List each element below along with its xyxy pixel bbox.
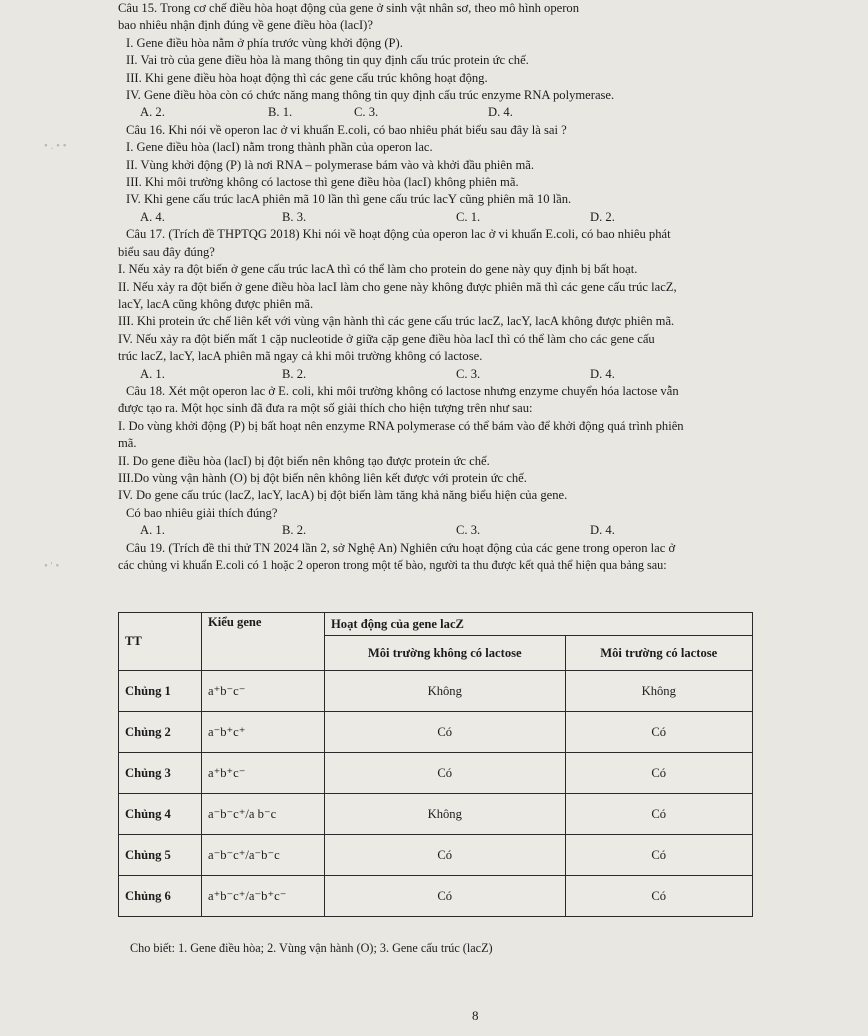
table-note: Cho biết: 1. Gene điều hòa; 2. Vùng vận hành (O); 3. Gene cấu trúc (lacZ)	[130, 941, 493, 955]
q16-line: III. Khi môi trường không có lactose thì gene điều hòa (lacI) không phiên mã.	[126, 175, 519, 190]
strain-name: Chủng 6	[119, 876, 202, 917]
q17-line: IV. Nếu xảy ra đột biến mất 1 cặp nucleotide ở giữa cặp gene điều hòa lacI thì có thể làm cho các gene cấu	[118, 331, 655, 346]
q18-line: mã.	[118, 436, 137, 451]
table-row	[119, 671, 753, 712]
q19-line: các chủng vi khuẩn E.coli có 1 hoặc 2 operon trong một tế bào, người ta thu được kết quả thể hiện qua bảng sau:	[118, 558, 667, 572]
option-d: D. 4.	[488, 105, 513, 120]
header-lactose: Môi trường có lactose	[565, 636, 753, 671]
strain-genotype: a⁺b⁻c⁻	[202, 671, 325, 712]
question-17	[118, 226, 856, 383]
q19-line: Câu 19. (Trích đề thi thử TN 2024 lần 2, sở Nghệ An) Nghiên cứu hoạt động của các gene trong operon lac ở	[126, 540, 676, 555]
strain-genotype: a⁻b⁺c⁺	[202, 712, 325, 753]
option-a: A. 2.	[140, 105, 165, 120]
q15-options	[118, 104, 856, 121]
option-c: C. 3.	[456, 366, 481, 381]
option-b: B. 3.	[282, 209, 307, 224]
q15-line: IV. Gene điều hòa còn có chức năng mang thông tin quy định cấu trúc enzyme RNA polymerase.	[126, 88, 615, 103]
q15-line: III. Khi gene điều hòa hoạt động thì các gene cấu trúc không hoạt động.	[126, 70, 488, 85]
q17-line: lacY, lacA cũng không được phiên mã.	[118, 296, 314, 311]
table-row	[119, 876, 753, 917]
q16-line: IV. Khi gene cấu trúc lacA phiên mã 10 lần thì gene cấu trúc lacY cũng phiên mã 10 lần.	[126, 192, 572, 207]
results-table	[118, 612, 753, 917]
q18-line: I. Do vùng khởi động (P) bị bất hoạt nên enzyme RNA polymerase có thể bám vào để khởi động quá trình phiên	[118, 418, 684, 433]
option-b: B. 2.	[282, 523, 307, 538]
no-lactose-value: Không	[325, 671, 566, 712]
q16-line: I. Gene điều hòa (lacI) nằm trong thành phần của operon lac.	[126, 140, 433, 155]
q15-line: I. Gene điều hòa nằm ở phía trước vùng khởi động (P).	[126, 35, 403, 50]
header-no-lactose: Môi trường không có lactose	[325, 636, 566, 671]
header-genotype: Kiểu gene	[202, 613, 325, 671]
strain-genotype: a⁺b⁻c⁺/a⁻b⁺c⁻	[202, 876, 325, 917]
q18-line: III.Do vùng vận hành (O) bị đột biến nên không liên kết được với protein ức chế.	[118, 470, 527, 485]
option-c: C. 3.	[456, 523, 481, 538]
lactose-value: Có	[565, 753, 753, 794]
question-18	[118, 383, 856, 540]
option-c: C. 3.	[354, 105, 379, 120]
q16-line: II. Vùng khởi động (P) là nơi RNA – polymerase bám vào và khởi đầu phiên mã.	[126, 157, 534, 172]
q15-line: Câu 15. Trong cơ chế điều hòa hoạt động của gene ở sinh vật nhân sơ, theo mô hình operon	[118, 1, 580, 15]
header-tt: TT	[119, 613, 202, 671]
q17-options	[118, 366, 856, 383]
question-19	[118, 540, 856, 575]
no-lactose-value: Có	[325, 753, 566, 794]
strain-name: Chủng 5	[119, 835, 202, 876]
option-b: B. 2.	[282, 366, 307, 381]
strain-name: Chủng 4	[119, 794, 202, 835]
q18-line: được tạo ra. Một học sinh đã đưa ra một số giải thích cho hiện tượng trên như sau:	[118, 401, 533, 416]
q18-line: Câu 18. Xét một operon lac ở E. coli, khi môi trường không có lactose nhưng enzyme chuyển hóa lactose vẫn	[126, 383, 679, 398]
q16-options	[118, 209, 856, 226]
option-d: D. 2.	[590, 209, 615, 224]
strain-name: Chủng 1	[119, 671, 202, 712]
q15-line: bao nhiêu nhận định đúng về gene điều hòa (lacI)?	[118, 18, 373, 33]
q18-line: II. Do gene điều hòa (lacI) bị đột biến nên không tạo được protein ức chế.	[118, 453, 490, 468]
lactose-value: Có	[565, 835, 753, 876]
lactose-value: Có	[565, 876, 753, 917]
table-row	[119, 753, 753, 794]
q18-line: IV. Do gene cấu trúc (lacZ, lacY, lacA) bị đột biến làm tăng khả năng biểu hiện của gene.	[118, 488, 568, 503]
q18-line: Có bao nhiêu giải thích đúng?	[126, 505, 278, 520]
lactose-value: Không	[565, 671, 753, 712]
question-15	[118, 0, 856, 122]
question-text	[118, 0, 856, 574]
lactose-value: Có	[565, 794, 753, 835]
q15-line: II. Vai trò của gene điều hòa là mang thông tin quy định cấu trúc protein ức chế.	[126, 53, 529, 68]
q17-line: biểu sau đây đúng?	[118, 244, 215, 259]
q17-line: III. Khi protein ức chế liên kết với vùng vận hành thì các gene cấu trúc lacZ, lacY, lacA không được phiên mã.	[118, 314, 675, 329]
table-row	[119, 794, 753, 835]
option-a: A. 4.	[140, 209, 165, 224]
strain-name: Chủng 2	[119, 712, 202, 753]
lactose-value: Có	[565, 712, 753, 753]
page-number: 8	[472, 1008, 479, 1023]
strain-name: Chủng 3	[119, 753, 202, 794]
strain-genotype: a⁻b⁻c⁺/a⁻b⁻c	[202, 835, 325, 876]
q17-line: I. Nếu xảy ra đột biến ở gene cấu trúc lacA thì có thể làm cho protein do gene này quy định bị bất hoạt.	[118, 262, 638, 277]
no-lactose-value: Không	[325, 794, 566, 835]
table-row	[119, 712, 753, 753]
q18-options	[118, 522, 856, 539]
header-activity: Hoạt động của gene lacZ	[325, 613, 753, 636]
no-lactose-value: Có	[325, 876, 566, 917]
q17-line: Câu 17. (Trích đề THPTQG 2018) Khi nói về hoạt động của operon lac ở vi khuẩn E.coli, có bao nhiêu phát	[126, 227, 671, 242]
q17-line: II. Nếu xảy ra đột biến ở gene điều hòa lacI làm cho gene này không được phiên mã thì các gene cấu trúc lacZ,	[118, 279, 677, 294]
strain-genotype: a⁻b⁻c⁺/a b⁻c	[202, 794, 325, 835]
option-a: A. 1.	[140, 523, 165, 538]
scan-speck: • ' •	[44, 560, 60, 572]
option-d: D. 4.	[590, 523, 615, 538]
scan-speck: • . • •	[44, 140, 67, 152]
no-lactose-value: Có	[325, 835, 566, 876]
q17-line: trúc lacZ, lacY, lacA phiên mã ngay cả khi môi trường không có lactose.	[118, 349, 483, 364]
option-b: B. 1.	[268, 105, 293, 120]
option-a: A. 1.	[140, 366, 165, 381]
q16-line: Câu 16. Khi nói về operon lac ở vi khuẩn E.coli, có bao nhiêu phát biểu sau đây là sai ?	[126, 122, 567, 137]
option-c: C. 1.	[456, 209, 481, 224]
option-d: D. 4.	[590, 366, 615, 381]
table-row	[119, 835, 753, 876]
no-lactose-value: Có	[325, 712, 566, 753]
question-16	[118, 122, 856, 226]
strain-genotype: a⁺b⁺c⁻	[202, 753, 325, 794]
table-header-row	[119, 613, 753, 636]
